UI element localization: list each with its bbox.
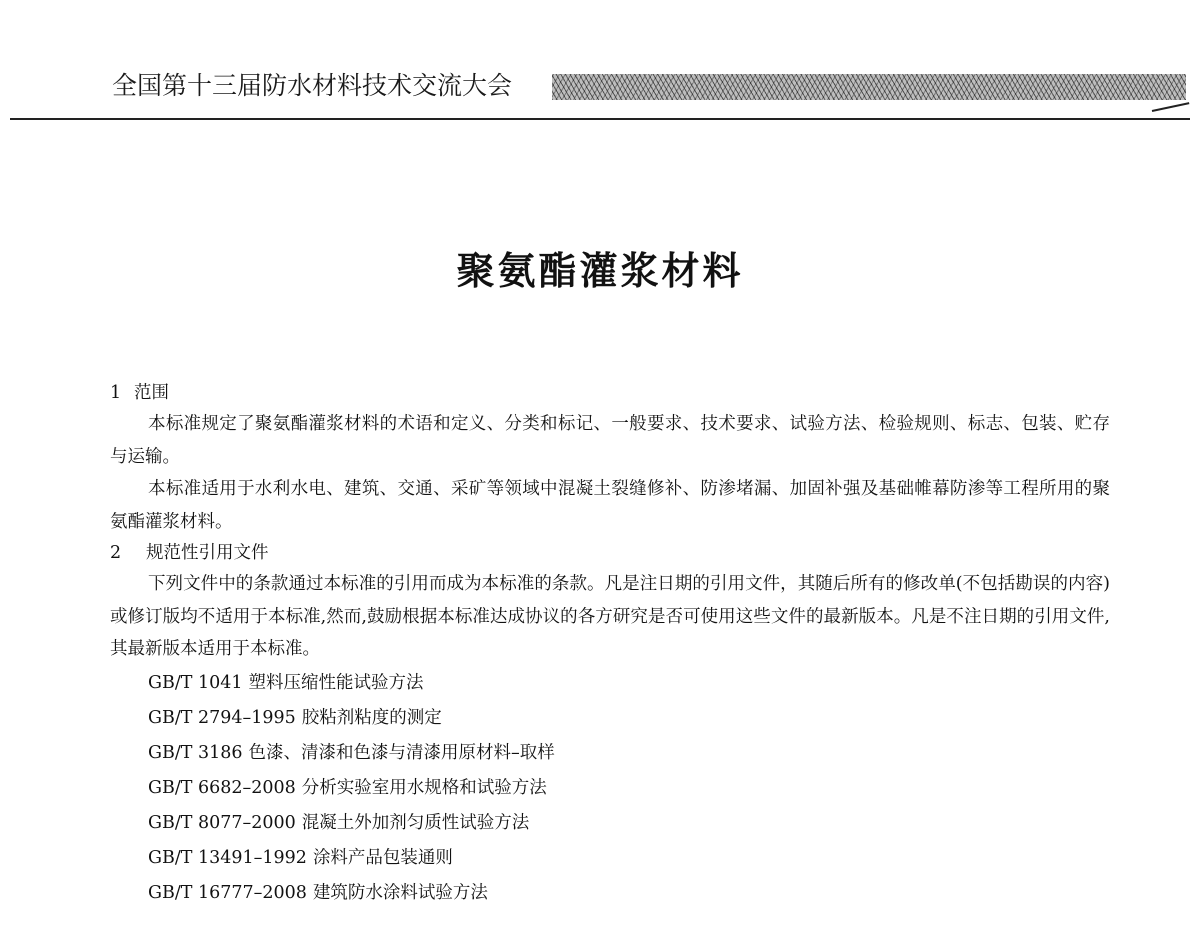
reference-item bbox=[148, 701, 1110, 736]
reference-title: 分析实验室用水规格和试验方法 bbox=[301, 777, 547, 798]
reference-title: 胶粘剂粘度的测定 bbox=[301, 707, 442, 728]
paragraph: 本标准适用于水利水电、建筑、交通、采矿等领域中混凝土裂缝修补、防渗堵漏、加固补强及基础帷幕防渗等工程所用的聚氨酯灌浆材料。 bbox=[110, 479, 1110, 532]
document-title: 聚氨酯灌浆材料 bbox=[456, 248, 744, 293]
reference-code: GB/T 1041 bbox=[148, 672, 243, 693]
section-title: 范围 bbox=[134, 383, 169, 403]
section-number: 2 bbox=[110, 543, 122, 563]
section-normative-references bbox=[110, 538, 1110, 911]
conference-title: 全国第十三届防水材料技术交流大会 bbox=[112, 71, 513, 100]
section-number: 1 bbox=[110, 383, 122, 403]
section-title: 规范性引用文件 bbox=[146, 543, 269, 563]
reference-title: 涂料产品包装通则 bbox=[312, 847, 453, 868]
reference-item bbox=[148, 841, 1110, 876]
reference-title: 混凝土外加剂匀质性试验方法 bbox=[301, 812, 530, 833]
reference-code: GB/T 8077–2000 bbox=[148, 812, 296, 833]
reference-item bbox=[148, 771, 1110, 806]
section-scope bbox=[110, 378, 1110, 538]
page-header bbox=[0, 0, 1200, 130]
reference-title: 建筑防水涂料试验方法 bbox=[312, 882, 488, 903]
paragraph: 本标准规定了聚氨酯灌浆材料的术语和定义、分类和标记、一般要求、技术要求、试验方法、检验规则、标志、包装、贮存与运输。 bbox=[110, 414, 1110, 467]
reference-code: GB/T 6682–2008 bbox=[148, 777, 296, 798]
reference-item bbox=[148, 666, 1110, 701]
reference-title: 塑料压缩性能试验方法 bbox=[248, 672, 424, 693]
reference-code: GB/T 13491–1992 bbox=[148, 847, 307, 868]
reference-code: GB/T 16777–2008 bbox=[148, 882, 307, 903]
section-heading bbox=[110, 538, 1110, 568]
reference-item bbox=[148, 736, 1110, 771]
section-heading bbox=[110, 378, 1110, 408]
document-body bbox=[110, 378, 1110, 911]
reference-item bbox=[148, 876, 1110, 911]
header-decorative-bar bbox=[552, 74, 1186, 100]
header-rule-curl bbox=[1152, 102, 1190, 112]
paragraph: 下列文件中的条款通过本标准的引用而成为本标准的条款。凡是注日期的引用文件，其随后所有的修改单(不包括勘误的内容)或修订版均不适用于本标准,然而,鼓励根据本标准达成协议的各方研究是否可使用这些文件的最新版本。凡是不注日期的引用文件,其最新版本适用于本标准。 bbox=[110, 574, 1110, 659]
header-rule bbox=[10, 118, 1190, 120]
reference-code: GB/T 2794–1995 bbox=[148, 707, 296, 728]
reference-code: GB/T 3186 bbox=[148, 742, 243, 763]
reference-title: 色漆、清漆和色漆与清漆用原材料–取样 bbox=[248, 742, 555, 763]
reference-item bbox=[148, 806, 1110, 841]
reference-list bbox=[110, 666, 1110, 911]
